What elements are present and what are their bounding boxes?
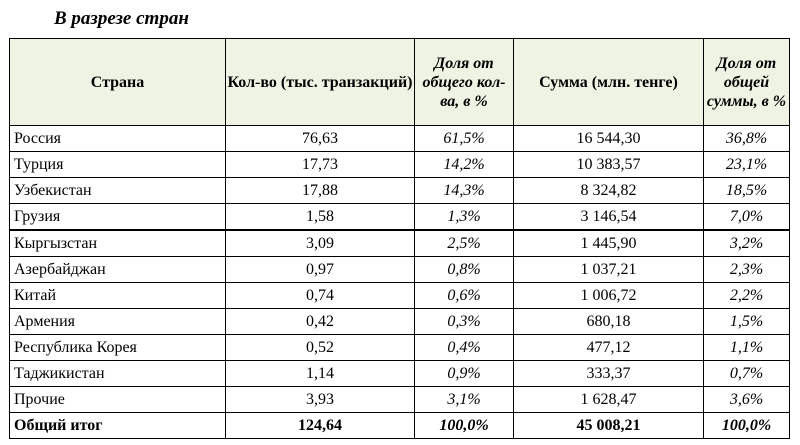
cell-sum-share: 3,2% — [704, 230, 790, 257]
cell-count: 3,93 — [226, 387, 415, 413]
cell-count-share: 14,2% — [415, 152, 514, 178]
cell-country: Азербайджан — [10, 257, 226, 283]
cell-sum-share: 2,2% — [704, 283, 790, 309]
page-title: В разрезе стран — [54, 8, 189, 29]
table-row — [10, 230, 790, 257]
total-label: Общий итог — [10, 413, 226, 439]
table-row — [10, 387, 790, 413]
cell-count: 3,09 — [226, 230, 415, 257]
cell-sum-share: 1,1% — [704, 335, 790, 361]
cell-country: Республика Корея — [10, 335, 226, 361]
cell-country: Кыргызстан — [10, 230, 226, 257]
cell-country: Турция — [10, 152, 226, 178]
total-sum: 45 008,21 — [514, 413, 704, 439]
cell-sum-share: 0,7% — [704, 361, 790, 387]
table-row — [10, 152, 790, 178]
table-row — [10, 309, 790, 335]
header-count-share: Доля от общего кол-ва, в % — [415, 39, 514, 126]
cell-sum-share: 23,1% — [704, 152, 790, 178]
header-count: Кол-во (тыс. транзакций) — [226, 39, 415, 126]
cell-sum: 333,37 — [514, 361, 704, 387]
cell-sum-share: 3,6% — [704, 387, 790, 413]
cell-sum: 10 383,57 — [514, 152, 704, 178]
cell-count-share: 3,1% — [415, 387, 514, 413]
countries-table — [9, 38, 790, 439]
cell-count: 1,14 — [226, 361, 415, 387]
cell-count-share: 61,5% — [415, 126, 514, 152]
table-row — [10, 204, 790, 231]
cell-count: 0,52 — [226, 335, 415, 361]
cell-sum: 1 628,47 — [514, 387, 704, 413]
cell-sum-share: 36,8% — [704, 126, 790, 152]
header-sum-share: Доля от общей суммы, в % — [704, 39, 790, 126]
cell-sum: 1 445,90 — [514, 230, 704, 257]
cell-count-share: 0,4% — [415, 335, 514, 361]
cell-count-share: 0,9% — [415, 361, 514, 387]
cell-count-share: 0,3% — [415, 309, 514, 335]
cell-sum: 477,12 — [514, 335, 704, 361]
cell-count-share: 1,3% — [415, 204, 514, 231]
cell-count: 0,97 — [226, 257, 415, 283]
cell-country: Узбекистан — [10, 178, 226, 204]
cell-count: 1,58 — [226, 204, 415, 231]
cell-country: Таджикистан — [10, 361, 226, 387]
cell-country: Китай — [10, 283, 226, 309]
total-row — [10, 413, 790, 439]
cell-sum: 16 544,30 — [514, 126, 704, 152]
cell-sum: 3 146,54 — [514, 204, 704, 231]
cell-count: 0,42 — [226, 309, 415, 335]
cell-country: Армения — [10, 309, 226, 335]
table-row — [10, 178, 790, 204]
cell-count: 17,88 — [226, 178, 415, 204]
cell-sum: 8 324,82 — [514, 178, 704, 204]
total-count: 124,64 — [226, 413, 415, 439]
cell-sum-share: 18,5% — [704, 178, 790, 204]
table-row — [10, 257, 790, 283]
cell-count-share: 0,6% — [415, 283, 514, 309]
cell-sum-share: 7,0% — [704, 204, 790, 231]
cell-sum-share: 1,5% — [704, 309, 790, 335]
cell-count: 0,74 — [226, 283, 415, 309]
table-row — [10, 126, 790, 152]
header-country: Страна — [10, 39, 226, 126]
cell-sum-share: 2,3% — [704, 257, 790, 283]
cell-sum: 1 006,72 — [514, 283, 704, 309]
table-header-row — [10, 39, 790, 126]
header-sum: Сумма (млн. тенге) — [514, 39, 704, 126]
cell-count-share: 0,8% — [415, 257, 514, 283]
table-row — [10, 361, 790, 387]
total-count-share: 100,0% — [415, 413, 514, 439]
cell-count: 17,73 — [226, 152, 415, 178]
cell-sum: 680,18 — [514, 309, 704, 335]
table-row — [10, 335, 790, 361]
cell-sum: 1 037,21 — [514, 257, 704, 283]
cell-country: Грузия — [10, 204, 226, 231]
table-row — [10, 283, 790, 309]
cell-country: Прочие — [10, 387, 226, 413]
cell-country: Россия — [10, 126, 226, 152]
cell-count-share: 2,5% — [415, 230, 514, 257]
cell-count: 76,63 — [226, 126, 415, 152]
total-sum-share: 100,0% — [704, 413, 790, 439]
cell-count-share: 14,3% — [415, 178, 514, 204]
